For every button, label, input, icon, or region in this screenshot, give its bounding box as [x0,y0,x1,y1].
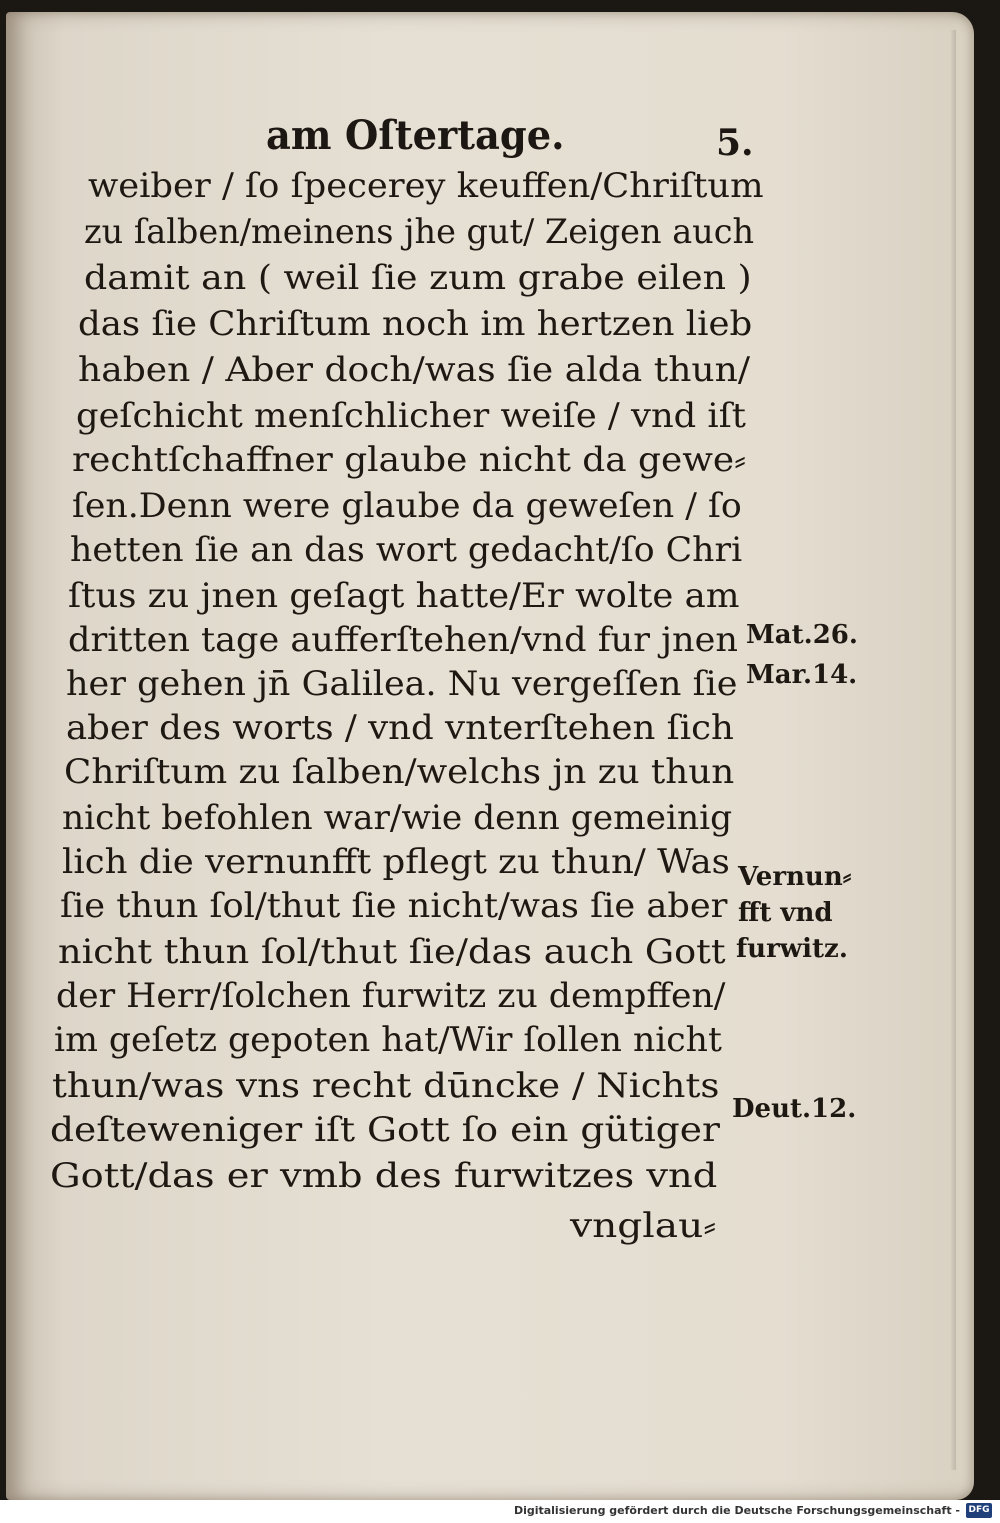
margin-note-vernunfft: Vernun⸗ [738,862,852,892]
text-line: damit an ( weil ſie zum grabe eilen ) [84,258,752,298]
dfg-logo: DFG [966,1503,992,1518]
text-line: aber des worts / vnd vnterſtehen ſich [66,708,734,748]
text-line: Chriſtum zu ſalben/welchs jn zu thun [64,752,735,792]
text-line-catchword: vnglau⸗ [570,1206,717,1246]
text-line: ſen.Denn were glaube da geweſen / ſo [72,486,742,526]
text-line: nicht befohlen war/wie denn gemeinig [62,798,733,838]
margin-note-furwitz: furwitz. [736,934,848,964]
text-line: Gott/das er vmb des furwitzes vnd [50,1156,718,1196]
text-line: das ſie Chriſtum noch im hertzen lieb [78,304,753,344]
text-line: hetten ſie an das wort gedacht/ſo Chri [70,530,743,570]
text-line: geſchicht menſchlicher weiſe / vnd iſt [76,396,746,436]
running-head: am Oſtertage. [266,112,565,159]
text-line: nicht thun ſol/thut ſie/das auch Gott [58,932,726,972]
text-line: her gehen jn̄ Galilea. Nu vergeſſen ſie [66,664,738,704]
text-line: thun/was vns recht dūncke / Nichts [52,1066,720,1106]
text-line: weiber / ſo ſpecerey keuffen/Chriſtum [88,166,764,206]
text-line: deſteweniger iſt Gott ſo ein gütiger [50,1110,720,1150]
text-line: ſie thun ſol/thut ſie nicht/was ſie aber [60,886,728,926]
footer-bar [0,1500,1000,1523]
text-line: im geſetz gepoten hat/Wir ſollen nicht [54,1020,722,1060]
text-line: zu ſalben/meinens jhe gut/ Zeigen auch [84,212,755,252]
funding-credit: Digitalisierung gefördert durch die Deutsche Forschungsgemeinschaft - [513,1504,960,1517]
margin-note-mar: Mar.14. [746,660,858,690]
margin-note-deut: Deut.12. [732,1094,857,1124]
text-line: der Herr/ſolchen furwitz zu dempffen/ [56,976,726,1016]
text-line: haben / Aber doch/was ſie alda thun/ [78,350,751,390]
margin-note-vnd: fft vnd [738,898,833,928]
text-line: rechtſchaffner glaube nicht da gewe⸗ [72,440,747,480]
margin-note-mat: Mat.26. [746,620,858,650]
text-line: lich die vernunfft pflegt zu thun/ Was [62,842,730,882]
text-line: dritten tage aufferſtehen/vnd fur jnen [68,620,738,660]
page-edge-shadow [950,30,956,1470]
text-line: ſtus zu jnen geſagt hatte/Er wolte am [68,576,740,616]
page-number: 5. [716,122,754,164]
